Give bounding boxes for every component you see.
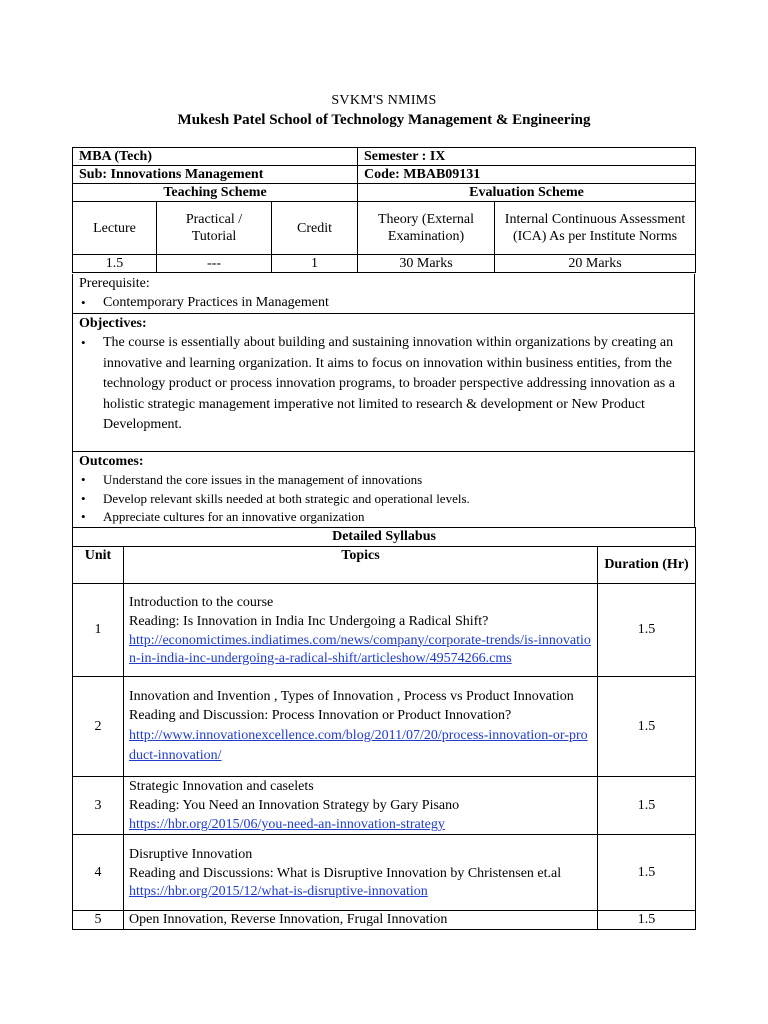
duration-value: 1.5 [598, 911, 696, 930]
topic-title: Innovation and Invention , Types of Innovation , Process vs Product Innovation [129, 689, 574, 704]
teaching-scheme-label: Teaching Scheme [73, 184, 358, 202]
unit-number: 1 [73, 584, 124, 677]
prerequisite-section [72, 274, 695, 314]
credit-header: Credit [272, 202, 358, 255]
objective-item: • The course is essentially about building and sustaining innovation within organizations by creating an innovative and learning organization. It aims to focus on innovation within business entities, from the technology product or process innovation programs, to broader perspective addressing innovation as a holistic strategic management imperative not limited to research & development or New Product Development. [73, 333, 694, 436]
syllabus-table [72, 527, 696, 930]
lecture-value: 1.5 [73, 255, 157, 273]
unit-number: 2 [73, 677, 124, 777]
duration-value: 1.5 [598, 584, 696, 677]
outcome-item: • Appreciate cultures for an innovative organization [73, 508, 694, 527]
reading-link[interactable]: http://www.innovationexcellence.com/blog/2011/07/20/process-innovation-or-product-innovation/ [129, 728, 588, 763]
syllabus-title: Detailed Syllabus [73, 528, 696, 547]
theory-value: 30 Marks [358, 255, 495, 273]
evaluation-scheme-label: Evaluation Scheme [358, 184, 696, 202]
unit-number: 4 [73, 835, 124, 911]
subject: Sub: Innovations Management [73, 166, 358, 184]
reading-text: Reading: Is Innovation in India Inc Undergoing a Radical Shift? [129, 613, 489, 629]
institution-name: SVKM'S NMIMS [331, 93, 437, 108]
topics-header: Topics [124, 547, 598, 584]
duration-header: Duration (Hr) [598, 547, 696, 584]
duration-value: 1.5 [598, 677, 696, 777]
course-info-table [72, 147, 696, 273]
table-row [73, 777, 696, 835]
unit-number: 3 [73, 777, 124, 835]
program: MBA (Tech) [73, 148, 358, 166]
topic-cell [124, 584, 598, 677]
outcome-item: • Understand the core issues in the management of innovations [73, 471, 694, 490]
practical-header: Practical / Tutorial [157, 202, 272, 255]
reading-link[interactable]: https://hbr.org/2015/06/you-need-an-innovation-strategy [129, 817, 445, 832]
credit-value: 1 [272, 255, 358, 273]
ica-header: Internal Continuous Assessment (ICA) As per Institute Norms [495, 202, 696, 255]
course-code: Code: MBAB09131 [358, 166, 696, 184]
ica-value: 20 Marks [495, 255, 696, 273]
theory-header: Theory (External Examination) [358, 202, 495, 255]
table-row [73, 835, 696, 911]
objectives-section [72, 314, 695, 452]
reading-text: Reading: You Need an Innovation Strategy by Gary Pisano [129, 798, 460, 813]
topic-title: Disruptive Innovation [129, 846, 253, 862]
outcomes-label: Outcomes: [79, 454, 144, 469]
topic-title: Open Innovation, Reverse Innovation, Frugal Innovation [124, 911, 598, 930]
unit-header: Unit [73, 547, 124, 584]
topic-cell [124, 677, 598, 777]
reading-text: Reading and Discussions: What is Disruptive Innovation by Christensen et.al [129, 865, 562, 881]
outcome-item: • Develop relevant skills needed at both strategic and operational levels. [73, 490, 694, 509]
lecture-header: Lecture [73, 202, 157, 255]
topic-title: Introduction to the course [129, 594, 274, 610]
reading-text: Reading and Discussion: Process Innovation or Product Innovation? [129, 708, 512, 723]
semester: Semester : IX [358, 148, 696, 166]
objectives-label: Objectives: [79, 316, 147, 331]
prerequisite-item: • Contemporary Practices in Management [73, 293, 694, 313]
duration-value: 1.5 [598, 835, 696, 911]
unit-number: 5 [73, 911, 124, 930]
school-name: Mukesh Patel School of Technology Management & Engineering [177, 112, 591, 128]
topic-cell [124, 777, 598, 835]
topic-cell [124, 835, 598, 911]
reading-link[interactable]: http://economictimes.indiatimes.com/news/company/corporate-trends/is-innovation-in-india-inc-undergoing-a-radical-shift/articleshow/49574266.cms [129, 632, 591, 666]
table-row [73, 677, 696, 777]
duration-value: 1.5 [598, 777, 696, 835]
table-row [73, 911, 696, 930]
topic-title: Strategic Innovation and caselets [129, 779, 314, 794]
table-row [73, 584, 696, 677]
practical-value: --- [157, 255, 272, 273]
reading-link[interactable]: https://hbr.org/2015/12/what-is-disruptive-innovation [129, 883, 428, 899]
outcomes-section [72, 452, 695, 528]
prerequisite-label: Prerequisite: [79, 276, 150, 291]
